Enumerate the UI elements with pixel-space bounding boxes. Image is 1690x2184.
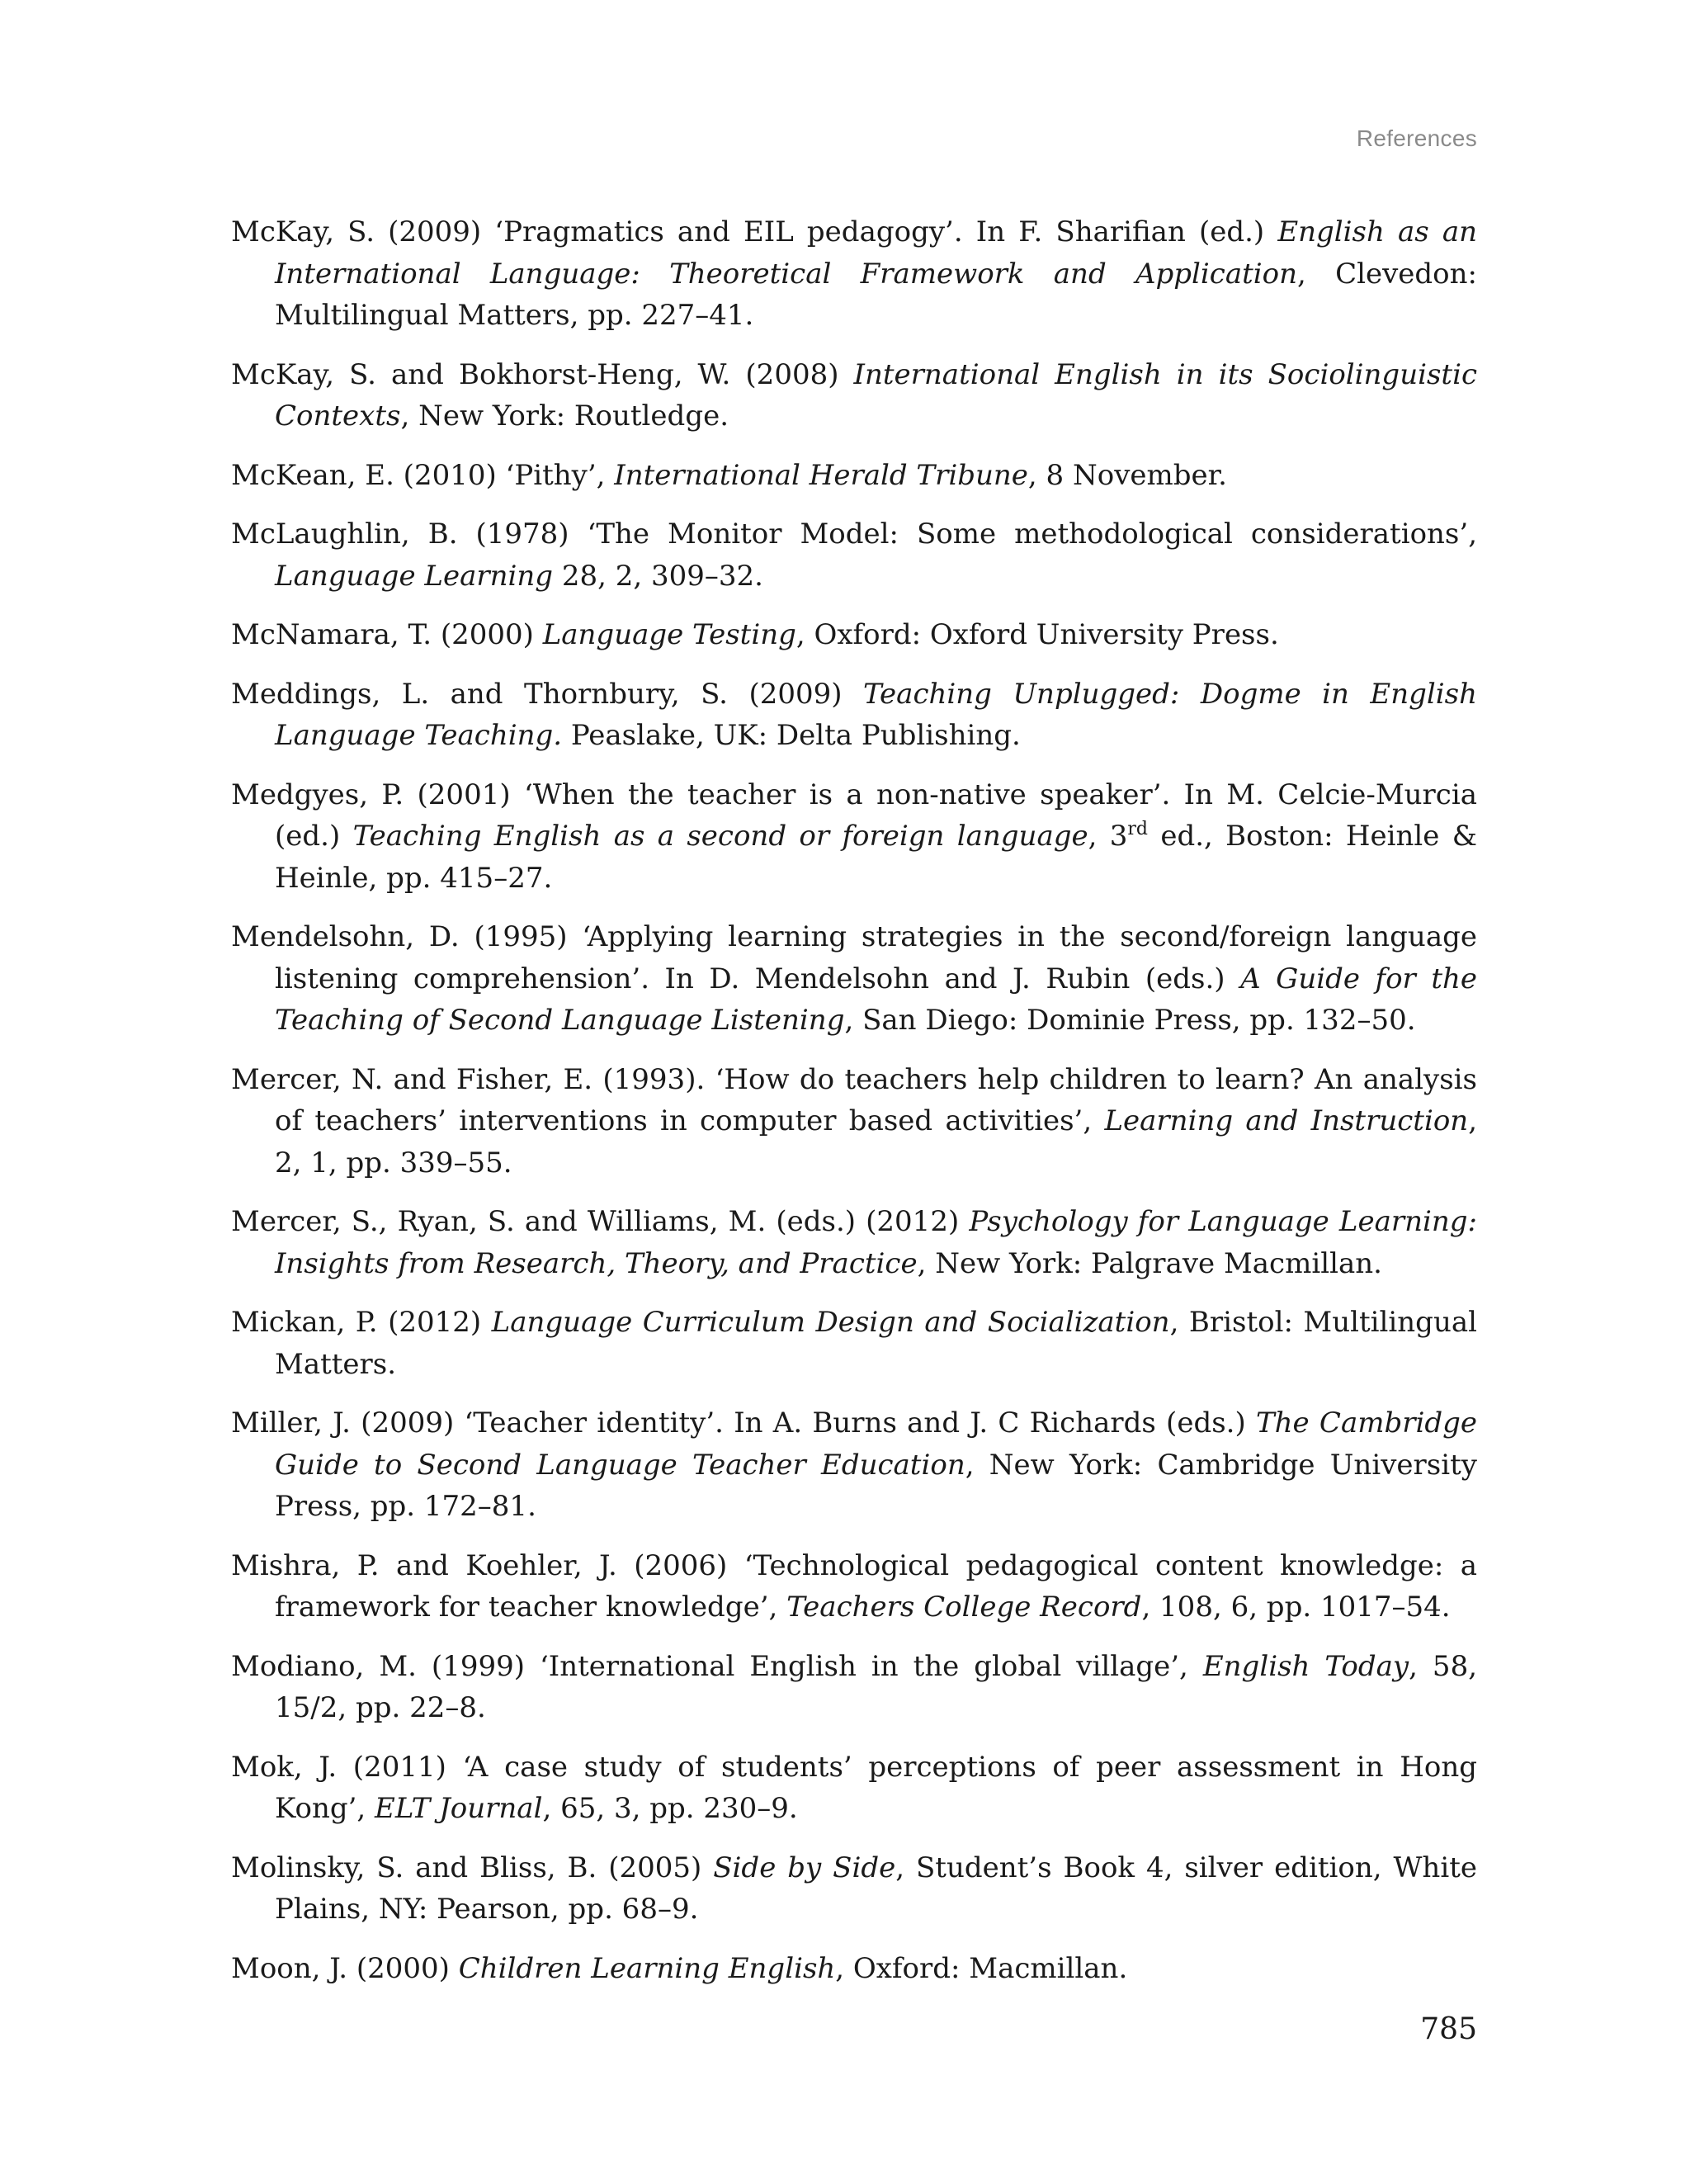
reference-title: A Guide for the Teaching of Second Language Listening bbox=[275, 962, 1477, 1037]
reference-entry bbox=[231, 455, 1477, 497]
reference-entry bbox=[231, 1302, 1477, 1385]
reference-text: McNamara, T. (2000) bbox=[231, 618, 543, 651]
reference-text: , Student’s Book 4, silver edition, White Plains, NY: Pearson, pp. 68–9. bbox=[275, 1851, 1477, 1926]
reference-text: McKean, E. (2010) ‘Pithy’, bbox=[231, 458, 615, 492]
reference-entry bbox=[231, 674, 1477, 757]
reference-text: Miller, J. (2009) ‘Teacher identity’. In A. Burns and J. C Richards (eds.) bbox=[231, 1406, 1256, 1439]
reference-text: McLaughlin, B. (1978) ‘The Monitor Model: Some methodological considerations’, bbox=[231, 518, 1477, 551]
reference-text: , Oxford: Macmillan. bbox=[835, 1951, 1128, 1985]
reference-text: ed., Boston: Heinle & Heinle, pp. 415–27. bbox=[275, 820, 1478, 895]
reference-title: Teachers College Record bbox=[786, 1591, 1142, 1624]
reference-text: Molinsky, S. and Bliss, B. (2005) bbox=[231, 1851, 714, 1884]
reference-title: Language Curriculum Design and Socialization bbox=[491, 1306, 1170, 1339]
reference-text: , 108, 6, pp. 1017–54. bbox=[1141, 1591, 1451, 1624]
reference-title: Learning and Instruction bbox=[1104, 1104, 1469, 1137]
reference-title: Teaching Unplugged: Dogme in English Language Teaching. bbox=[275, 677, 1477, 752]
reference-entry bbox=[231, 1059, 1477, 1184]
reference-entry bbox=[231, 1545, 1477, 1629]
reference-title: Psychology for Language Learning: Insights from Research, Theory, and Practice bbox=[275, 1205, 1477, 1280]
reference-text: Modiano, M. (1999) ‘International English in the global village’, bbox=[231, 1649, 1203, 1683]
reference-text: Mercer, N. and Fisher, E. (1993). ‘How do teachers help children to learn? An analysis of teachers’ interventions in computer based activities’, bbox=[231, 1062, 1477, 1137]
reference-text: , 65, 3, pp. 230–9. bbox=[542, 1792, 798, 1825]
reference-text: Mishra, P. and Koehler, J. (2006) ‘Technological pedagogical content knowledge: a framework for teacher knowledge’, bbox=[231, 1548, 1477, 1624]
reference-text: McKay, S. (2009) ‘Pragmatics and EIL pedagogy’. In F. Sharifian (ed.) bbox=[231, 215, 1278, 248]
reference-text: , Clevedon: Multilingual Matters, pp. 227–41. bbox=[275, 257, 1477, 332]
reference-title: English Today bbox=[1202, 1649, 1409, 1683]
running-head: References bbox=[1356, 125, 1477, 151]
reference-text: , Oxford: Oxford University Press. bbox=[795, 618, 1279, 651]
reference-text: Mercer, S., Ryan, S. and Williams, M. (eds.) (2012) bbox=[231, 1205, 970, 1238]
reference-text: , 8 November. bbox=[1027, 458, 1227, 492]
reference-entry bbox=[231, 614, 1477, 656]
reference-title: Side by Side bbox=[713, 1851, 896, 1884]
reference-text: , New York: Routledge. bbox=[400, 399, 729, 433]
reference-entry bbox=[231, 1201, 1477, 1284]
reference-superscript: rd bbox=[1127, 819, 1149, 839]
reference-text: Peaslake, UK: Delta Publishing. bbox=[562, 719, 1021, 752]
reference-title: English as an International Language: Theoretical Framework and Application bbox=[275, 215, 1477, 291]
reference-text: Meddings, L. and Thornbury, S. (2009) bbox=[231, 677, 864, 711]
reference-title: Teaching English as a second or foreign language bbox=[352, 820, 1088, 853]
reference-title: Language Testing bbox=[542, 618, 796, 651]
reference-text: Mendelsohn, D. (1995) ‘Applying learning strategies in the second/foreign language listening comprehension’. In D. Mendelsohn and J. Rubin (eds.) bbox=[231, 920, 1477, 995]
reference-entry bbox=[231, 354, 1477, 437]
reference-text: , 58, 15/2, pp. 22–8. bbox=[275, 1649, 1478, 1724]
reference-text: , Bristol: Multilingual Matters. bbox=[275, 1306, 1477, 1381]
reference-text: 28, 2, 309–32. bbox=[553, 559, 763, 593]
reference-entry bbox=[231, 1402, 1477, 1528]
reference-text: , San Diego: Dominie Press, pp. 132–50. bbox=[844, 1004, 1416, 1037]
reference-entry bbox=[231, 1948, 1477, 1990]
reference-text: , New York: Palgrave Macmillan. bbox=[917, 1246, 1382, 1280]
reference-title: International English in its Sociolinguistic Contexts bbox=[275, 357, 1477, 433]
reference-title: The Cambridge Guide to Second Language Teacher Education bbox=[275, 1406, 1478, 1482]
reference-entry bbox=[231, 513, 1477, 597]
reference-list bbox=[231, 211, 1477, 2007]
reference-entry bbox=[231, 916, 1477, 1042]
reference-text: , 3 bbox=[1088, 820, 1128, 853]
reference-text: Mickan, P. (2012) bbox=[231, 1306, 492, 1339]
reference-title: ELT Journal bbox=[375, 1792, 543, 1825]
reference-entry bbox=[231, 1646, 1477, 1729]
reference-title: Language Learning bbox=[275, 559, 554, 593]
reference-text: McKay, S. and Bokhorst-Heng, W. (2008) bbox=[231, 357, 854, 391]
reference-text: Moon, J. (2000) bbox=[231, 1951, 459, 1985]
reference-title: International Herald Tribune bbox=[614, 458, 1028, 492]
reference-entry bbox=[231, 774, 1477, 900]
reference-text: , 2, 1, pp. 339–55. bbox=[275, 1104, 1477, 1179]
reference-text: , New York: Cambridge University Press, pp. 172–81. bbox=[275, 1448, 1477, 1523]
reference-entry bbox=[231, 1847, 1477, 1931]
reference-entry bbox=[231, 211, 1477, 337]
reference-entry bbox=[231, 1747, 1477, 1830]
page-number: 785 bbox=[1420, 2012, 1477, 2046]
reference-text: Mok, J. (2011) ‘A case study of students’ perceptions of peer assessment in Hong Kong’, bbox=[231, 1750, 1477, 1825]
reference-text: Medgyes, P. (2001) ‘When the teacher is a non-native speaker’. In M. Celcie-Murcia (ed.) bbox=[231, 778, 1477, 853]
reference-title: Children Learning English bbox=[458, 1951, 836, 1985]
